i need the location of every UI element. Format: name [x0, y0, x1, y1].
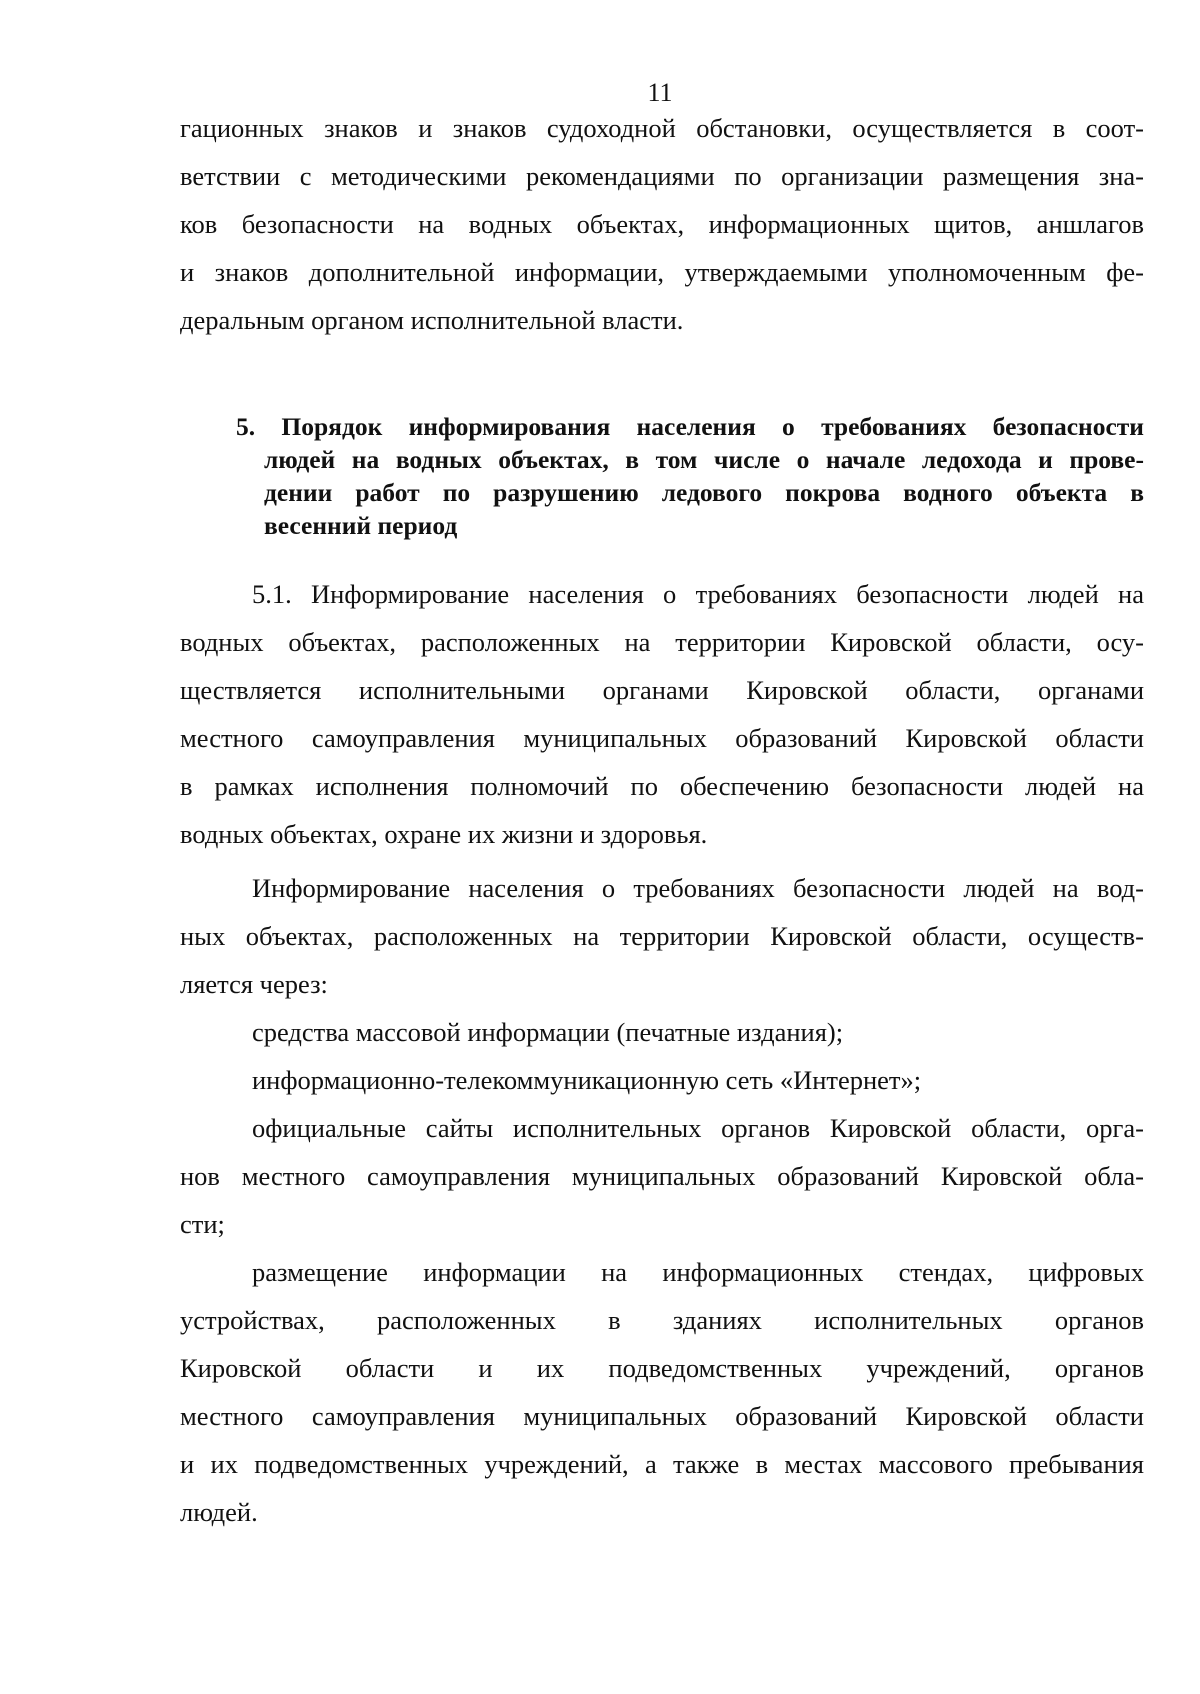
paragraph-line: Информирование населения о требованиях безопасности людей на вод-: [252, 873, 1144, 903]
paragraph-line: деральным органом исполнительной власти.: [180, 305, 684, 335]
list-item-line: нов местного самоуправления муниципальных образований Кировской обла-: [180, 1161, 1144, 1191]
paragraph-line: водных объектах, расположенных на территории Кировской области, осу-: [180, 627, 1144, 657]
list-item-line: Кировской области и их подведомственных учреждений, органов: [180, 1353, 1144, 1383]
paragraph-line: местного самоуправления муниципальных образований Кировской области: [180, 723, 1144, 753]
page-number: 11: [647, 78, 673, 107]
list-item-mass-media: [180, 1008, 1144, 1056]
paragraph-line: ных объектах, расположенных на территории Кировской области, осуществ-: [180, 921, 1144, 951]
paragraph-line: 5.1. Информирование населения о требованиях безопасности людей на: [252, 579, 1144, 609]
list-item-line: и их подведомственных учреждений, а также в местах массового пребывания: [180, 1449, 1144, 1479]
list-item-line: официальные сайты исполнительных органов Кировской области, орга-: [252, 1113, 1144, 1143]
paragraph-informing: [180, 864, 1144, 1008]
list-item-line: информационно-телекоммуникационную сеть «Интернет»;: [252, 1065, 922, 1095]
paragraph-line: и знаков дополнительной информации, утверждаемыми уполномоченным фе-: [180, 257, 1144, 287]
intro-paragraph: [180, 104, 1144, 344]
paragraph-line: в рамках исполнения полномочий по обеспечению безопасности людей на: [180, 771, 1144, 801]
list-item-line: средства массовой информации (печатные издания);: [252, 1017, 844, 1047]
list-item-line: устройствах, расположенных в зданиях исполнительных органов: [180, 1305, 1144, 1335]
heading-line: дении работ по разрушению ледового покрова водного объекта в: [264, 478, 1144, 507]
heading-line: людей на водных объектах, в том числе о начале ледохода и прове-: [264, 445, 1144, 474]
list-item-line: местного самоуправления муниципальных образований Кировской области: [180, 1401, 1144, 1431]
list-item-internet: [180, 1056, 1144, 1104]
paragraph-line: ляется через:: [180, 969, 328, 999]
list-item-info-stands: [180, 1248, 1144, 1536]
list-item-line: сти;: [180, 1209, 225, 1239]
heading-line: весенний период: [264, 511, 458, 540]
list-item-line: размещение информации на информационных стендах, цифровых: [252, 1257, 1144, 1287]
list-item-line: людей.: [180, 1497, 258, 1527]
heading-line: 5. Порядок информирования населения о требованиях безопасности: [236, 412, 1144, 441]
paragraph-line: ветствии с методическими рекомендациями по организации размещения зна-: [180, 161, 1144, 191]
paragraph-line: гационных знаков и знаков судоходной обстановки, осуществляется в соот-: [180, 113, 1144, 143]
paragraph-5-1: [180, 570, 1144, 858]
paragraph-line: водных объектах, охране их жизни и здоровья.: [180, 819, 708, 849]
list-item-official-sites: [180, 1104, 1144, 1248]
section-heading: [236, 410, 1144, 542]
paragraph-line: ществляется исполнительными органами Кировской области, органами: [180, 675, 1144, 705]
paragraph-line: ков безопасности на водных объектах, информационных щитов, аншлагов: [180, 209, 1144, 239]
